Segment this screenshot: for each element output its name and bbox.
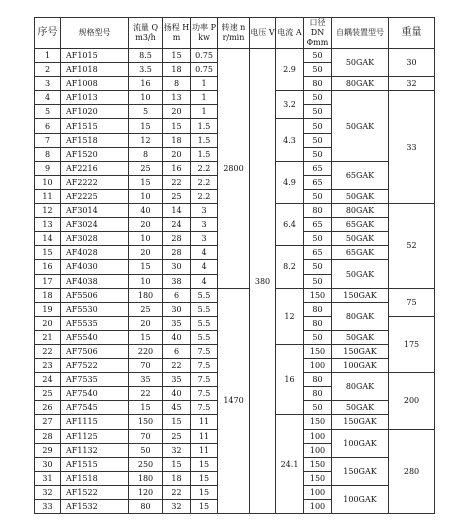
- header-current: 电流 A: [276, 18, 304, 49]
- cell-dn: 50: [304, 330, 332, 344]
- cell-head: 15: [163, 119, 191, 133]
- cell-model: AF4028: [61, 246, 129, 260]
- cell-weight: 175: [389, 316, 435, 372]
- cell-seq: 24: [35, 373, 61, 387]
- cell-coupling: 100GAK: [332, 359, 389, 373]
- cell-head: 15: [163, 457, 191, 471]
- cell-dn: 50: [304, 91, 332, 105]
- cell-seq: 25: [35, 387, 61, 401]
- cell-head: 22: [163, 175, 191, 189]
- cell-seq: 2: [35, 63, 61, 77]
- cell-seq: 28: [35, 429, 61, 443]
- pump-spec-table: [34, 17, 435, 514]
- cell-model: AF1520: [61, 147, 129, 161]
- cell-dn: 80: [304, 204, 332, 218]
- cell-power: 5.5: [191, 330, 218, 344]
- cell-dn: 80: [304, 316, 332, 330]
- cell-dn: 80: [304, 77, 332, 91]
- cell-dn: 100: [304, 485, 332, 499]
- cell-head: 32: [163, 443, 191, 457]
- cell-current: 4.3: [276, 119, 304, 161]
- cell-flow: 15: [129, 175, 163, 189]
- cell-current: 12: [276, 288, 304, 344]
- cell-power: 1.5: [191, 133, 218, 147]
- cell-seq: 6: [35, 119, 61, 133]
- cell-seq: 14: [35, 232, 61, 246]
- cell-current: 24.1: [276, 415, 304, 514]
- cell-weight: 33: [389, 91, 435, 204]
- cell-dn: 65: [304, 246, 332, 260]
- cell-model: AF5530: [61, 302, 129, 316]
- cell-flow: 15: [129, 330, 163, 344]
- cell-coupling: 50GAK: [332, 401, 389, 415]
- cell-power: 7.5: [191, 387, 218, 401]
- cell-head: 40: [163, 330, 191, 344]
- cell-weight: 32: [389, 77, 435, 91]
- cell-dn: 150: [304, 344, 332, 358]
- cell-head: 14: [163, 204, 191, 218]
- cell-model: AF2216: [61, 161, 129, 175]
- cell-weight: 280: [389, 429, 435, 514]
- cell-power: 1: [191, 105, 218, 119]
- cell-dn: 50: [304, 105, 332, 119]
- cell-power: 2.2: [191, 175, 218, 189]
- cell-flow: 12: [129, 133, 163, 147]
- cell-power: 15: [191, 485, 218, 499]
- cell-flow: 10: [129, 91, 163, 105]
- cell-flow: 25: [129, 161, 163, 175]
- cell-power: 5.5: [191, 288, 218, 302]
- cell-power: 11: [191, 443, 218, 457]
- cell-coupling: 50GAK: [332, 260, 389, 288]
- cell-seq: 5: [35, 105, 61, 119]
- cell-coupling: 80GAK: [332, 373, 389, 401]
- cell-dn: 80: [304, 302, 332, 316]
- cell-coupling: 50GAK: [332, 189, 389, 203]
- cell-coupling: 50GAK: [332, 330, 389, 344]
- cell-seq: 16: [35, 260, 61, 274]
- cell-weight: 52: [389, 204, 435, 289]
- cell-power: 1.5: [191, 119, 218, 133]
- cell-power: 11: [191, 429, 218, 443]
- cell-model: AF3024: [61, 218, 129, 232]
- cell-model: AF1518: [61, 471, 129, 485]
- cell-flow: 20: [129, 316, 163, 330]
- cell-power: 7.5: [191, 359, 218, 373]
- cell-head: 45: [163, 401, 191, 415]
- cell-power: 15: [191, 457, 218, 471]
- cell-coupling: 80GAK: [332, 204, 389, 218]
- cell-dn: 50: [304, 133, 332, 147]
- cell-dn: 150: [304, 288, 332, 302]
- cell-power: 0.75: [191, 63, 218, 77]
- cell-flow: 35: [129, 373, 163, 387]
- cell-model: AF1132: [61, 443, 129, 457]
- cell-seq: 22: [35, 344, 61, 358]
- header-coupling: 自耦装置型号: [332, 18, 389, 49]
- cell-seq: 13: [35, 218, 61, 232]
- cell-flow: 80: [129, 500, 163, 514]
- cell-model: AF7540: [61, 387, 129, 401]
- cell-head: 15: [163, 49, 191, 63]
- cell-model: AF7522: [61, 359, 129, 373]
- cell-model: AF1532: [61, 500, 129, 514]
- cell-model: AF1522: [61, 485, 129, 499]
- cell-seq: 29: [35, 443, 61, 457]
- cell-current: 16: [276, 344, 304, 414]
- cell-dn: 150: [304, 457, 332, 471]
- cell-flow: 220: [129, 344, 163, 358]
- cell-seq: 3: [35, 77, 61, 91]
- cell-model: AF4030: [61, 260, 129, 274]
- cell-power: 11: [191, 415, 218, 429]
- header-seq: 序号: [35, 18, 61, 49]
- cell-current: 3.2: [276, 91, 304, 119]
- cell-coupling: 50GAK: [332, 232, 389, 246]
- cell-dn: 100: [304, 359, 332, 373]
- header-head: 扬程 H m: [163, 18, 191, 49]
- cell-coupling: 100GAK: [332, 485, 389, 513]
- cell-seq: 9: [35, 161, 61, 175]
- table-body: [35, 49, 435, 514]
- cell-power: 0.75: [191, 49, 218, 63]
- cell-head: 8: [163, 77, 191, 91]
- cell-dn: 50: [304, 401, 332, 415]
- cell-flow: 20: [129, 218, 163, 232]
- cell-head: 18: [163, 133, 191, 147]
- cell-coupling: 50GAK: [332, 91, 389, 161]
- cell-head: 22: [163, 485, 191, 499]
- cell-head: 6: [163, 288, 191, 302]
- cell-dn: 50: [304, 63, 332, 77]
- cell-seq: 30: [35, 457, 61, 471]
- header-weight: 重量: [389, 18, 435, 49]
- cell-power: 2.2: [191, 189, 218, 203]
- cell-power: 7.5: [191, 344, 218, 358]
- cell-flow: 20: [129, 246, 163, 260]
- cell-flow: 70: [129, 359, 163, 373]
- cell-seq: 1: [35, 49, 61, 63]
- cell-power: 15: [191, 471, 218, 485]
- cell-model: AF7535: [61, 373, 129, 387]
- cell-model: AF1515: [61, 119, 129, 133]
- cell-current: 8.2: [276, 246, 304, 288]
- cell-power: 7.5: [191, 401, 218, 415]
- cell-power: 1: [191, 77, 218, 91]
- cell-model: AF5506: [61, 288, 129, 302]
- cell-seq: 11: [35, 189, 61, 203]
- cell-flow: 250: [129, 457, 163, 471]
- cell-seq: 10: [35, 175, 61, 189]
- cell-model: AF1013: [61, 91, 129, 105]
- cell-model: AF3028: [61, 232, 129, 246]
- cell-model: AF4038: [61, 274, 129, 288]
- cell-power: 7.5: [191, 373, 218, 387]
- cell-seq: 12: [35, 204, 61, 218]
- cell-flow: 8: [129, 147, 163, 161]
- cell-seq: 32: [35, 485, 61, 499]
- cell-coupling: 150GAK: [332, 344, 389, 358]
- cell-model: AF1515: [61, 457, 129, 471]
- cell-flow: 8.5: [129, 49, 163, 63]
- cell-power: 4: [191, 246, 218, 260]
- cell-weight: 200: [389, 373, 435, 429]
- table-row: [35, 288, 435, 302]
- cell-dn: 65: [304, 218, 332, 232]
- cell-dn: 50: [304, 189, 332, 203]
- cell-head: 20: [163, 105, 191, 119]
- cell-model: AF1008: [61, 77, 129, 91]
- cell-head: 15: [163, 415, 191, 429]
- cell-flow: 150: [129, 415, 163, 429]
- cell-seq: 17: [35, 274, 61, 288]
- cell-head: 13: [163, 91, 191, 105]
- cell-flow: 22: [129, 387, 163, 401]
- cell-voltage: 380: [250, 49, 276, 514]
- cell-power: 3: [191, 232, 218, 246]
- cell-head: 18: [163, 63, 191, 77]
- cell-dn: 100: [304, 429, 332, 443]
- cell-model: AF5535: [61, 316, 129, 330]
- cell-flow: 10: [129, 232, 163, 246]
- cell-model: AF2222: [61, 175, 129, 189]
- cell-flow: 180: [129, 471, 163, 485]
- cell-power: 1.5: [191, 147, 218, 161]
- cell-power: 2.2: [191, 161, 218, 175]
- cell-head: 22: [163, 359, 191, 373]
- cell-head: 20: [163, 147, 191, 161]
- cell-head: 35: [163, 316, 191, 330]
- cell-power: 1: [191, 91, 218, 105]
- cell-model: AF7506: [61, 344, 129, 358]
- cell-power: 15: [191, 500, 218, 514]
- cell-model: AF1125: [61, 429, 129, 443]
- cell-coupling: 65GAK: [332, 218, 389, 232]
- cell-model: AF7545: [61, 401, 129, 415]
- header-flow: 流量 Q m3/h: [129, 18, 163, 49]
- cell-head: 28: [163, 246, 191, 260]
- cell-dn: 65: [304, 175, 332, 189]
- cell-dn: 50: [304, 147, 332, 161]
- cell-seq: 21: [35, 330, 61, 344]
- cell-flow: 180: [129, 288, 163, 302]
- cell-power: 4: [191, 260, 218, 274]
- cell-seq: 8: [35, 147, 61, 161]
- cell-dn: 80: [304, 387, 332, 401]
- cell-coupling: 150GAK: [332, 415, 389, 429]
- cell-flow: 70: [129, 429, 163, 443]
- cell-current: 2.9: [276, 49, 304, 91]
- cell-flow: 15: [129, 119, 163, 133]
- cell-seq: 23: [35, 359, 61, 373]
- header-voltage: 电压 V: [250, 18, 276, 49]
- cell-flow: 40: [129, 204, 163, 218]
- cell-seq: 27: [35, 415, 61, 429]
- cell-power: 5.5: [191, 316, 218, 330]
- cell-current: 6.4: [276, 204, 304, 246]
- cell-flow: 3.5: [129, 63, 163, 77]
- cell-seq: 19: [35, 302, 61, 316]
- cell-flow: 10: [129, 189, 163, 203]
- cell-flow: 25: [129, 302, 163, 316]
- cell-model: AF3014: [61, 204, 129, 218]
- cell-coupling: 150GAK: [332, 288, 389, 302]
- cell-flow: 15: [129, 401, 163, 415]
- cell-head: 18: [163, 471, 191, 485]
- cell-dn: 150: [304, 471, 332, 485]
- cell-power: 5.5: [191, 302, 218, 316]
- cell-head: 25: [163, 189, 191, 203]
- spec-table-wrapper: [34, 17, 435, 514]
- cell-coupling: 65GAK: [332, 161, 389, 189]
- cell-head: 38: [163, 274, 191, 288]
- cell-seq: 26: [35, 401, 61, 415]
- header-dn: 口径 DN Φmm: [304, 18, 332, 49]
- cell-model: AF1018: [61, 63, 129, 77]
- cell-model: AF5540: [61, 330, 129, 344]
- cell-seq: 33: [35, 500, 61, 514]
- cell-seq: 4: [35, 91, 61, 105]
- cell-current: 4.9: [276, 161, 304, 203]
- cell-dn: 50: [304, 274, 332, 288]
- cell-dn: 150: [304, 415, 332, 429]
- cell-dn: 100: [304, 443, 332, 457]
- cell-coupling: 65GAK: [332, 246, 389, 260]
- cell-model: AF1020: [61, 105, 129, 119]
- cell-flow: 16: [129, 77, 163, 91]
- cell-coupling: 80GAK: [332, 77, 389, 91]
- cell-head: 6: [163, 344, 191, 358]
- cell-head: 35: [163, 373, 191, 387]
- cell-dn: 100: [304, 500, 332, 514]
- cell-head: 30: [163, 260, 191, 274]
- table-header-row: [35, 18, 435, 49]
- cell-head: 30: [163, 302, 191, 316]
- header-power: 功率 P kw: [191, 18, 218, 49]
- cell-model: AF1015: [61, 49, 129, 63]
- cell-dn: 50: [304, 119, 332, 133]
- cell-dn: 50: [304, 232, 332, 246]
- cell-head: 16: [163, 161, 191, 175]
- cell-seq: 20: [35, 316, 61, 330]
- cell-dn: 65: [304, 161, 332, 175]
- header-model: 规格型号: [61, 18, 129, 49]
- cell-weight: 75: [389, 288, 435, 316]
- cell-seq: 15: [35, 246, 61, 260]
- cell-head: 25: [163, 429, 191, 443]
- cell-coupling: 80GAK: [332, 302, 389, 330]
- cell-flow: 15: [129, 260, 163, 274]
- cell-head: 32: [163, 500, 191, 514]
- cell-dn: 50: [304, 260, 332, 274]
- cell-dn: 80: [304, 373, 332, 387]
- cell-power: 4: [191, 274, 218, 288]
- cell-flow: 120: [129, 485, 163, 499]
- cell-model: AF1115: [61, 415, 129, 429]
- cell-model: AF2225: [61, 189, 129, 203]
- cell-seq: 7: [35, 133, 61, 147]
- cell-flow: 50: [129, 443, 163, 457]
- cell-power: 3: [191, 204, 218, 218]
- cell-head: 28: [163, 232, 191, 246]
- cell-head: 24: [163, 218, 191, 232]
- table-row: [35, 49, 435, 63]
- cell-coupling: 100GAK: [332, 429, 389, 457]
- cell-flow: 10: [129, 274, 163, 288]
- cell-seq: 18: [35, 288, 61, 302]
- cell-power: 3: [191, 218, 218, 232]
- cell-model: AF1518: [61, 133, 129, 147]
- cell-speed: 1470: [218, 288, 250, 514]
- cell-head: 40: [163, 387, 191, 401]
- cell-coupling: 150GAK: [332, 457, 389, 485]
- cell-seq: 31: [35, 471, 61, 485]
- cell-flow: 5: [129, 105, 163, 119]
- cell-weight: 30: [389, 49, 435, 77]
- cell-speed: 2800: [218, 49, 250, 289]
- cell-coupling: 50GAK: [332, 49, 389, 77]
- header-speed: 转速 n r/min: [218, 18, 250, 49]
- cell-dn: 50: [304, 49, 332, 63]
